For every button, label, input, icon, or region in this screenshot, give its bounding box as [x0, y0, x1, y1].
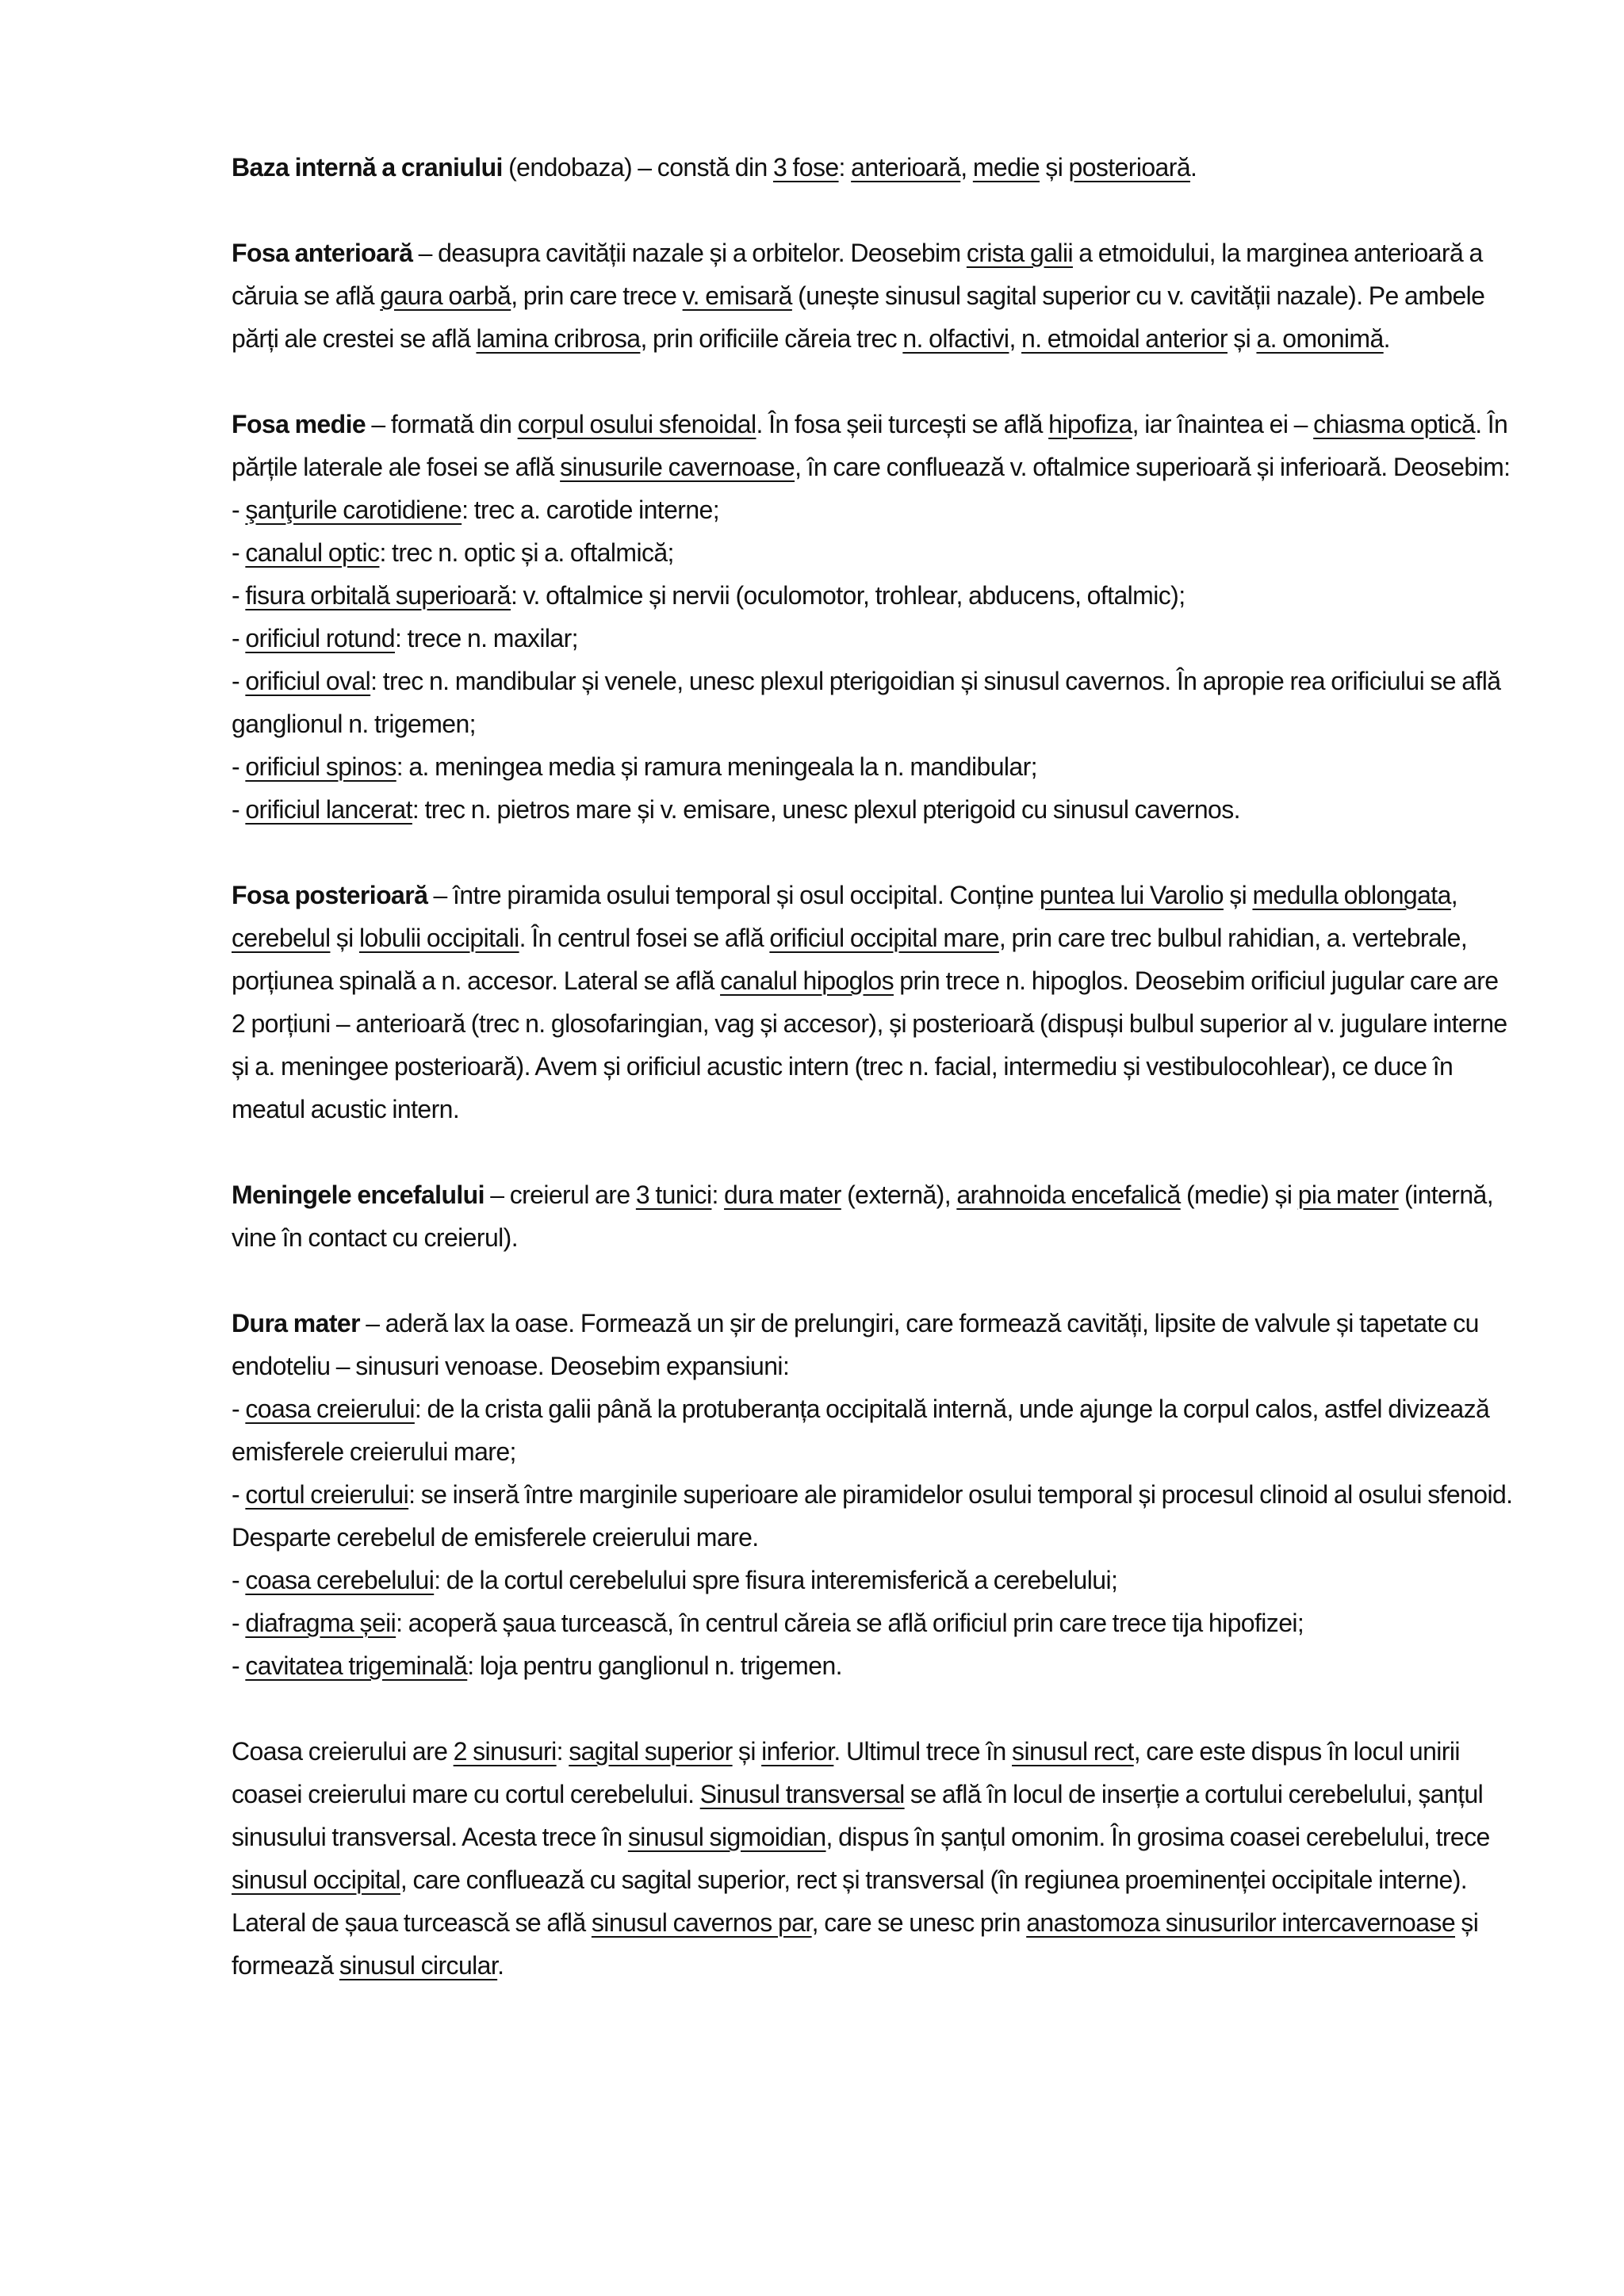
- underlined-term: orificiul occipital mare: [769, 924, 999, 952]
- text-run: -: [232, 795, 246, 824]
- paragraph-fosa-anterioara: [232, 232, 1516, 360]
- text-run: și: [330, 924, 359, 952]
- text-run: , în care confluează v. oftalmice superioară și inferioară. Deosebim:: [795, 453, 1511, 481]
- underlined-term: gaura oarbă: [380, 281, 511, 310]
- bold-heading-term: Baza internă a craniului: [232, 153, 503, 182]
- underlined-term: n. olfactivi: [902, 324, 1009, 353]
- underlined-term: medulla oblongata: [1252, 881, 1451, 909]
- text-run: și formează: [232, 1908, 1479, 1980]
- text-run: – deasupra cavității nazale și a orbitelor. Deosebim: [412, 239, 967, 267]
- text-run: : trec n. optic și a. oftalmică;: [379, 538, 674, 567]
- text-run: -: [232, 1395, 246, 1423]
- text-run: -: [232, 1651, 246, 1680]
- list-item-line: [232, 1644, 1516, 1687]
- text-run: – formată din: [366, 410, 518, 438]
- text-run: prin trece n. hipoglos. Deosebim orificiul jugular care are 2 porțiuni – anterioară (trec n. glosofaringian, vag și accesor), și posterioară (dispuși bulbul superior al v. jugulare interne și a. meningee posterioară). Avem și orificiul acustic intern (trec n. facial, intermediu și vestibulocohlear), ce duce în meatul acustic intern.: [232, 966, 1507, 1123]
- underlined-term: corpul osului sfenoidal: [517, 410, 756, 438]
- text-run: (medie) și: [1180, 1181, 1298, 1209]
- text-run: (internă, vine în contact cu creierul).: [232, 1181, 1494, 1252]
- text-run: -: [232, 538, 246, 567]
- underlined-term: coasa creierului: [245, 1395, 415, 1423]
- text-run: : trec a. carotide interne;: [462, 496, 720, 524]
- underlined-term: 3 tunici: [635, 1181, 712, 1209]
- text-run: Coasa creierului are: [232, 1737, 454, 1766]
- underlined-term: fisura orbitală superioară: [245, 581, 511, 610]
- underlined-term: pia mater: [1297, 1181, 1399, 1209]
- underlined-term: 2 sinusuri: [453, 1737, 557, 1766]
- underlined-term: hipofiza: [1048, 410, 1132, 438]
- underlined-term: sinusul circular: [339, 1951, 498, 1980]
- list-item-line: [232, 1473, 1516, 1559]
- text-run: :: [838, 153, 852, 182]
- text-run: (unește sinusul sagital superior cu v. cavității nazale). Pe ambele părți ale crestei se află: [232, 281, 1485, 353]
- text-run: : v. oftalmice și nervii (oculomotor, trohlear, abducens, oftalmic);: [510, 581, 1185, 610]
- text-run: ,: [1009, 324, 1022, 353]
- text-run: ,: [1450, 881, 1458, 909]
- underlined-term: crista galii: [966, 239, 1073, 267]
- underlined-term: arahnoida encefalică: [956, 1181, 1181, 1209]
- text-run: , iar înaintea ei –: [1132, 410, 1314, 438]
- text-run: -: [232, 624, 246, 652]
- underlined-term: sinusul sigmoidian: [627, 1823, 826, 1851]
- text-run: : de la cortul cerebelului spre fisura interemisferică a cerebelului;: [434, 1566, 1118, 1594]
- list-item-line: [232, 1601, 1516, 1644]
- text-run: : de la crista galii până la protuberanța occipitală internă, unde ajunge la corpul calos, astfel divizează emisferele creierului mare;: [232, 1395, 1490, 1466]
- underlined-term: Sinusul transversal: [699, 1780, 905, 1808]
- text-run: : trece n. maxilar;: [394, 624, 578, 652]
- underlined-term: sinusul occipital: [232, 1866, 400, 1894]
- text-run: și: [1223, 881, 1253, 909]
- underlined-term: canalul optic: [245, 538, 380, 567]
- text-run: . În părțile laterale ale fosei se află: [232, 410, 1508, 481]
- underlined-term: n. etmoidal anterior: [1021, 324, 1228, 353]
- text-run: :: [556, 1737, 569, 1766]
- list-item-line: [232, 574, 1516, 617]
- text-run: -: [232, 581, 246, 610]
- paragraph-lead-line: [232, 403, 1516, 488]
- list-item-line: [232, 1559, 1516, 1601]
- text-run: -: [232, 496, 246, 524]
- text-run: : se inseră între marginile superioare ale piramidelor osului temporal și procesul clinoid al osului sfenoid. Desparte cerebelul de emisferele creierului mare.: [232, 1480, 1513, 1552]
- text-run: -: [232, 752, 246, 781]
- underlined-term: sinusul rect: [1012, 1737, 1134, 1766]
- list-item-line: [232, 531, 1516, 574]
- text-run: : a. meningea media și ramura meningeala la n. mandibular;: [396, 752, 1037, 781]
- text-run: . Ultimul trece în: [833, 1737, 1013, 1766]
- text-run: și: [1040, 153, 1069, 182]
- underlined-term: coasa cerebelului: [245, 1566, 435, 1594]
- document-page: [232, 146, 1516, 1987]
- paragraph-lead-line: [232, 1730, 1516, 1901]
- list-item-line: [232, 1901, 1516, 1987]
- text-run: : trec n. pietros mare și v. emisare, unesc plexul pterigoid cu sinusul cavernos.: [412, 795, 1240, 824]
- list-item-line: [232, 617, 1516, 660]
- underlined-term: v. emisară: [682, 281, 792, 310]
- underlined-term: chiasma optică: [1313, 410, 1476, 438]
- paragraph-meningele-encefalului: [232, 1173, 1516, 1259]
- paragraph-coasa-creierului: [232, 1730, 1516, 1987]
- text-run: – aderă lax la oase. Formează un șir de prelungiri, care formează cavități, lipsite de valvule și tapetate cu endoteliu – sinusuri venoase. Deosebim expansiuni:: [232, 1309, 1479, 1380]
- underlined-term: anastomoza sinusurilor intercavernoase: [1026, 1908, 1456, 1937]
- text-run: :: [711, 1181, 725, 1209]
- underlined-term: puntea lui Varolio: [1039, 881, 1224, 909]
- bold-heading-term: Fosa anterioară: [232, 239, 413, 267]
- text-run: , prin orificiile căreia trec: [640, 324, 903, 353]
- underlined-term: sagital superior: [569, 1737, 733, 1766]
- underlined-term: posterioară: [1068, 153, 1191, 182]
- paragraph-lead-line: [232, 1302, 1516, 1387]
- paragraph-fosa-posterioara: [232, 874, 1516, 1131]
- text-run: -: [232, 1609, 246, 1637]
- underlined-term: diafragma șeii: [245, 1609, 396, 1637]
- underlined-term: orificiul rotund: [245, 624, 395, 652]
- text-run: și: [1227, 324, 1257, 353]
- text-run: : acoperă șaua turcească, în centrul căreia se află orificiul prin care trece tija hipofizei;: [396, 1609, 1304, 1637]
- underlined-term: canalul hipoglos: [720, 966, 894, 995]
- bold-heading-term: Meningele encefalului: [232, 1181, 485, 1209]
- list-item-line: [232, 788, 1516, 831]
- underlined-term: orificiul oval: [245, 667, 371, 695]
- bold-heading-term: Fosa posterioară: [232, 881, 428, 909]
- list-item-line: [232, 488, 1516, 531]
- paragraph-fosa-medie: [232, 403, 1516, 831]
- text-run: .: [1383, 324, 1390, 353]
- underlined-term: inferior: [761, 1737, 834, 1766]
- text-run: Lateral de șaua turcească se află: [232, 1908, 592, 1937]
- bold-heading-term: Fosa medie: [232, 410, 366, 438]
- underlined-term: şanţurile carotidiene: [245, 496, 462, 524]
- text-run: – între piramida osului temporal și osul occipital. Conține: [427, 881, 1040, 909]
- text-run: și: [732, 1737, 762, 1766]
- list-item-line: [232, 1387, 1516, 1473]
- text-run: .: [497, 1951, 504, 1980]
- text-run: ,: [960, 153, 973, 182]
- underlined-term: orificiul spinos: [245, 752, 396, 781]
- bold-heading-term: Dura mater: [232, 1309, 360, 1337]
- underlined-term: a. omonimă: [1256, 324, 1384, 353]
- text-run: -: [232, 1480, 246, 1509]
- text-run: a etmoidului, la marginea anterioară a căruia se află: [232, 239, 1483, 310]
- list-item-line: [232, 660, 1516, 745]
- underlined-term: anterioară: [851, 153, 961, 182]
- text-run: -: [232, 1566, 246, 1594]
- underlined-term: cerebelul: [232, 924, 331, 952]
- text-run: , care se unesc prin: [811, 1908, 1027, 1937]
- text-run: (endobaza) – constă din: [502, 153, 773, 182]
- text-run: , care confluează cu sagital superior, rect și transversal (în regiunea proeminenței occipitale interne).: [400, 1866, 1468, 1894]
- text-run: , prin care trece: [511, 281, 683, 310]
- list-item-line: [232, 745, 1516, 788]
- text-run: . În fosa șeii turcești se află: [756, 410, 1049, 438]
- underlined-term: dura mater: [724, 1181, 841, 1209]
- underlined-term: cavitatea trigeminală: [245, 1651, 468, 1680]
- paragraph-dura-mater: [232, 1302, 1516, 1687]
- text-run: : trec n. mandibular și venele, unesc plexul pterigoidian și sinusul cavernos. În apropie rea orificiului se află ganglionul n. trigemen;: [232, 667, 1501, 738]
- text-run: (externă),: [841, 1181, 957, 1209]
- underlined-term: sinusul cavernos par: [591, 1908, 812, 1937]
- text-run: , prin care trec bulbul rahidian, a. vertebrale, porțiunea spinală a n. accesor. Lateral se află: [232, 924, 1468, 995]
- underlined-term: cortul creierului: [245, 1480, 409, 1509]
- text-run: , dispus în șanțul omonim. În grosima coasei cerebelului, trece: [825, 1823, 1490, 1851]
- text-run: , care este dispus în locul unirii coasei creierului mare cu cortul cerebelului.: [232, 1737, 1460, 1808]
- text-run: se află în locul de inserție a cortului cerebelului, șanțul sinusului transversal. Acesta trece în: [232, 1780, 1484, 1851]
- paragraph-baza-interna: [232, 146, 1516, 189]
- underlined-term: sinusurile cavernoase: [560, 453, 795, 481]
- underlined-term: orificiul lancerat: [245, 795, 412, 824]
- text-run: – creierul are: [484, 1181, 636, 1209]
- text-run: . În centrul fosei se află: [519, 924, 770, 952]
- underlined-term: lobulii occipitali: [358, 924, 519, 952]
- text-run: -: [232, 667, 246, 695]
- text-run: .: [1190, 153, 1197, 182]
- underlined-term: medie: [972, 153, 1040, 182]
- underlined-term: 3 fose: [772, 153, 839, 182]
- text-run: : loja pentru ganglionul n. trigemen.: [467, 1651, 842, 1680]
- underlined-term: lamina cribrosa: [476, 324, 641, 353]
